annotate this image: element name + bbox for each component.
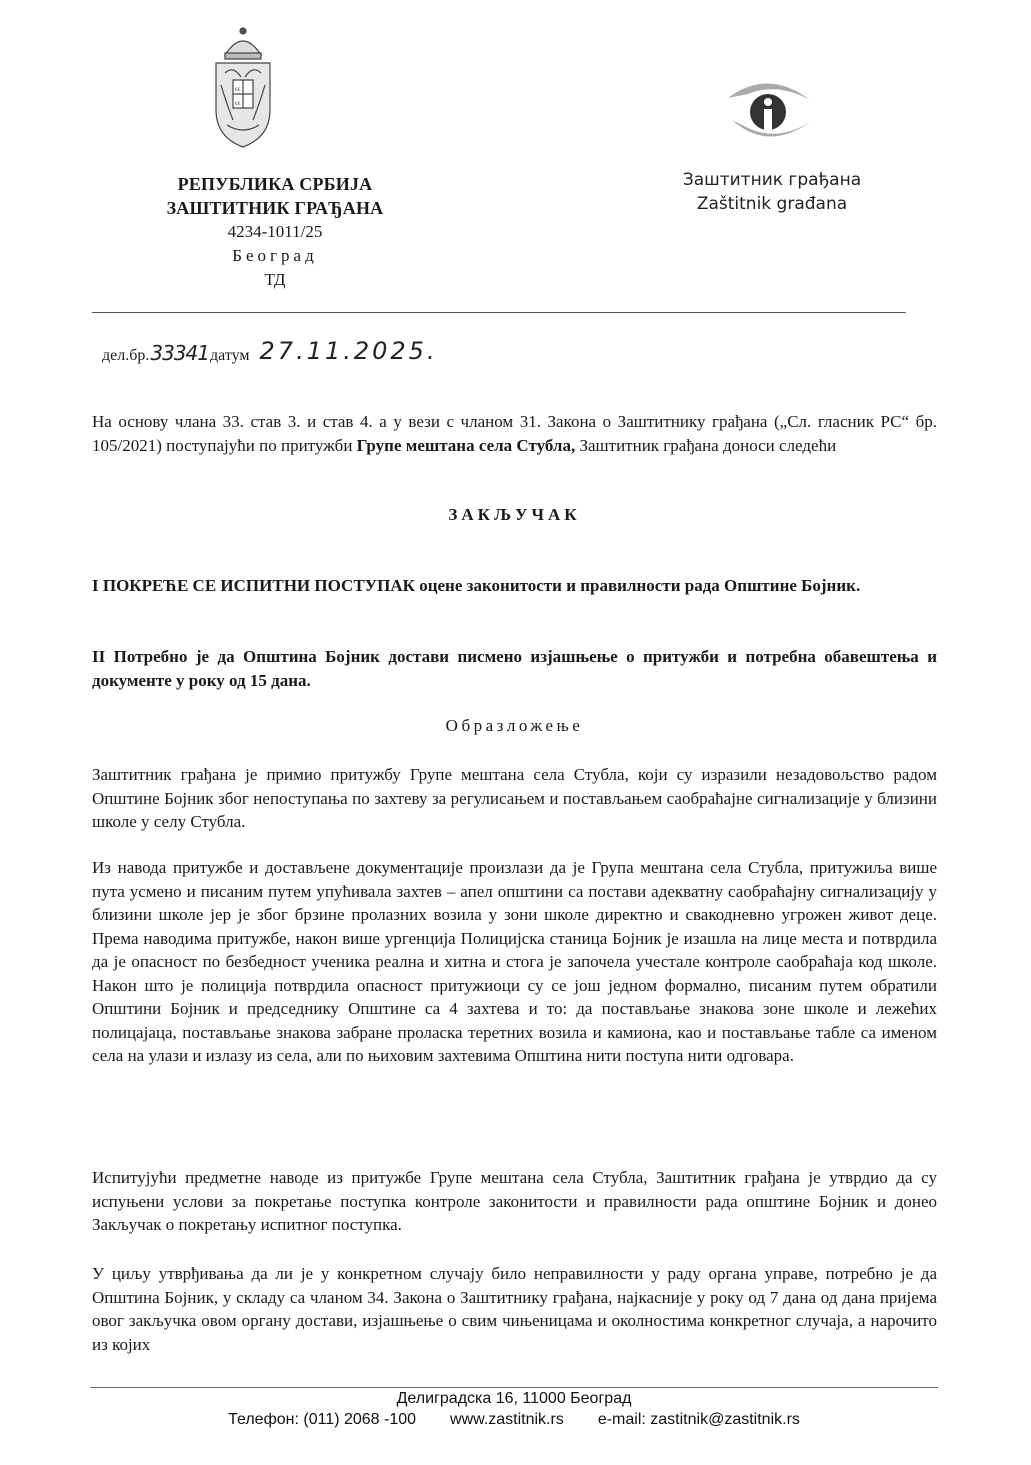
footer-contacts	[90, 1410, 938, 1430]
footer-divider	[90, 1387, 938, 1388]
country-name: РЕПУБЛИКА СРБИЈА	[177, 174, 373, 194]
date-label: датум	[210, 347, 250, 364]
paragraph-1: Заштитник грађана је примио притужбу Групе мештана села Стубла, који су изразили незадовољство радом Општине Бојник због непоступања по захтеву за регулисањем и постављањем саобраћајне сигнализације у близини школе у селу Стубла.	[92, 765, 937, 831]
intro-paragraph	[92, 410, 937, 457]
del-br-value: 33341	[150, 341, 209, 365]
letterhead	[95, 172, 455, 292]
decision-item-2: II Потребно је да Општина Бојник достави писмено изјашњење о притужби и потребна обавештења и документе у року од 15 дана.	[92, 647, 937, 690]
header-divider	[92, 312, 906, 313]
paragraph-3: Испитујући предметне наводе из притужбе Групе мештана села Стубла, Заштитник грађана је утврдио да су испуњени услови за покретање поступка контроле законитости и правилности рада општине Бојник и донео Закључак о покретању испитног поступка.	[92, 1168, 937, 1234]
initials: ТД	[264, 270, 286, 289]
del-br-label: дел.бр.	[102, 347, 150, 364]
footer-email[interactable]: e-mail: zastitnik@zastitnik.rs	[597, 1411, 800, 1428]
paragraph-2: Из навода притужбе и достављене документације произлази да је Група мештана села Стубла, притужиља више пута усмено и писаним путем упућивала захтев – апел општини са постави адекватну саобраћајну сигнализацију у близини школе јер је због брзине пролазних возила у зони школе директно и свакодневно угрожен живот деце. Према наводима притужбе, након више ургенција Полицијска станица Бојник је изашла на лице места и потврдила да је опасност по безбедност ученика реална и хитна и стога је започела учестале контроле саобраћаја код школе. Након што је полиција потврдила опасност притужиоци су се још једном формално, писаним путем обратили Општини Бојник и председнику Општине са 4 захтева и то: да постављање знакова зоне школе и лежећих полицајаца, постављање знакова забране проласка теретних возила и камиона, као и постављање табле са именом села на улази и излазу из села, али по њиховим захтевима Општина нити поступа нити одговара.	[92, 858, 937, 1065]
complainant-name: Групе мештана села Стубла,	[356, 435, 576, 455]
date-value: 27.11.2025.	[259, 337, 438, 365]
institution-name: ЗАШТИТНИК ГРАЂАНА	[166, 198, 384, 218]
decision-item-1: I ПОКРЕЋЕ СЕ ИСПИТНИ ПОСТУПАК оцене законитости и правилности рада Општине Бојник.	[92, 576, 861, 595]
logo-text-cyrillic: Заштитник грађана	[682, 170, 862, 190]
coat-of-arms-icon	[213, 25, 273, 150]
intro-text-end: Заштитник грађана доноси следећи	[575, 435, 837, 455]
reference-number: 4234-1011/25	[227, 222, 323, 241]
reasoning-title: Образложење	[445, 716, 584, 735]
document-title: ЗАКЉУЧАК	[448, 505, 581, 524]
svg-text:ϵϵ: ϵϵ	[235, 99, 241, 107]
footer-website[interactable]: www.zastitnik.rs	[450, 1411, 564, 1428]
ombudsman-logo-icon	[718, 76, 818, 146]
footer-phone: Телефон: (011) 2068 -100	[228, 1411, 417, 1428]
svg-text:ϵϵ: ϵϵ	[235, 85, 241, 93]
city: Београд	[232, 246, 318, 265]
intro-text: На основу члана 33. став 3. и став 4. а у вези с чланом 31. Закона о Заштитнику грађана („Сл. гласник РС“ бр. 105/2021) поступајући по притужби	[92, 412, 937, 455]
logo-text-latin: Zaštitnik građana	[696, 194, 848, 214]
paragraph-4: У циљу утврђивања да ли је у конкретном случају било неправилности у раду органа управе, потребно је да Општина Бојник, у складу са чланом 34. Закона о Заштитнику грађана, најкасније у року од 7 дана од дана пријема овог закључка овом органу достави, изјашњење о свим чињеницама и околностима конкретног случаја, а нарочито из којих	[92, 1264, 937, 1354]
footer-address: Делиградска 16, 11000 Београд	[396, 1390, 632, 1407]
registry-stamp	[102, 337, 438, 365]
logo-caption	[672, 168, 872, 216]
